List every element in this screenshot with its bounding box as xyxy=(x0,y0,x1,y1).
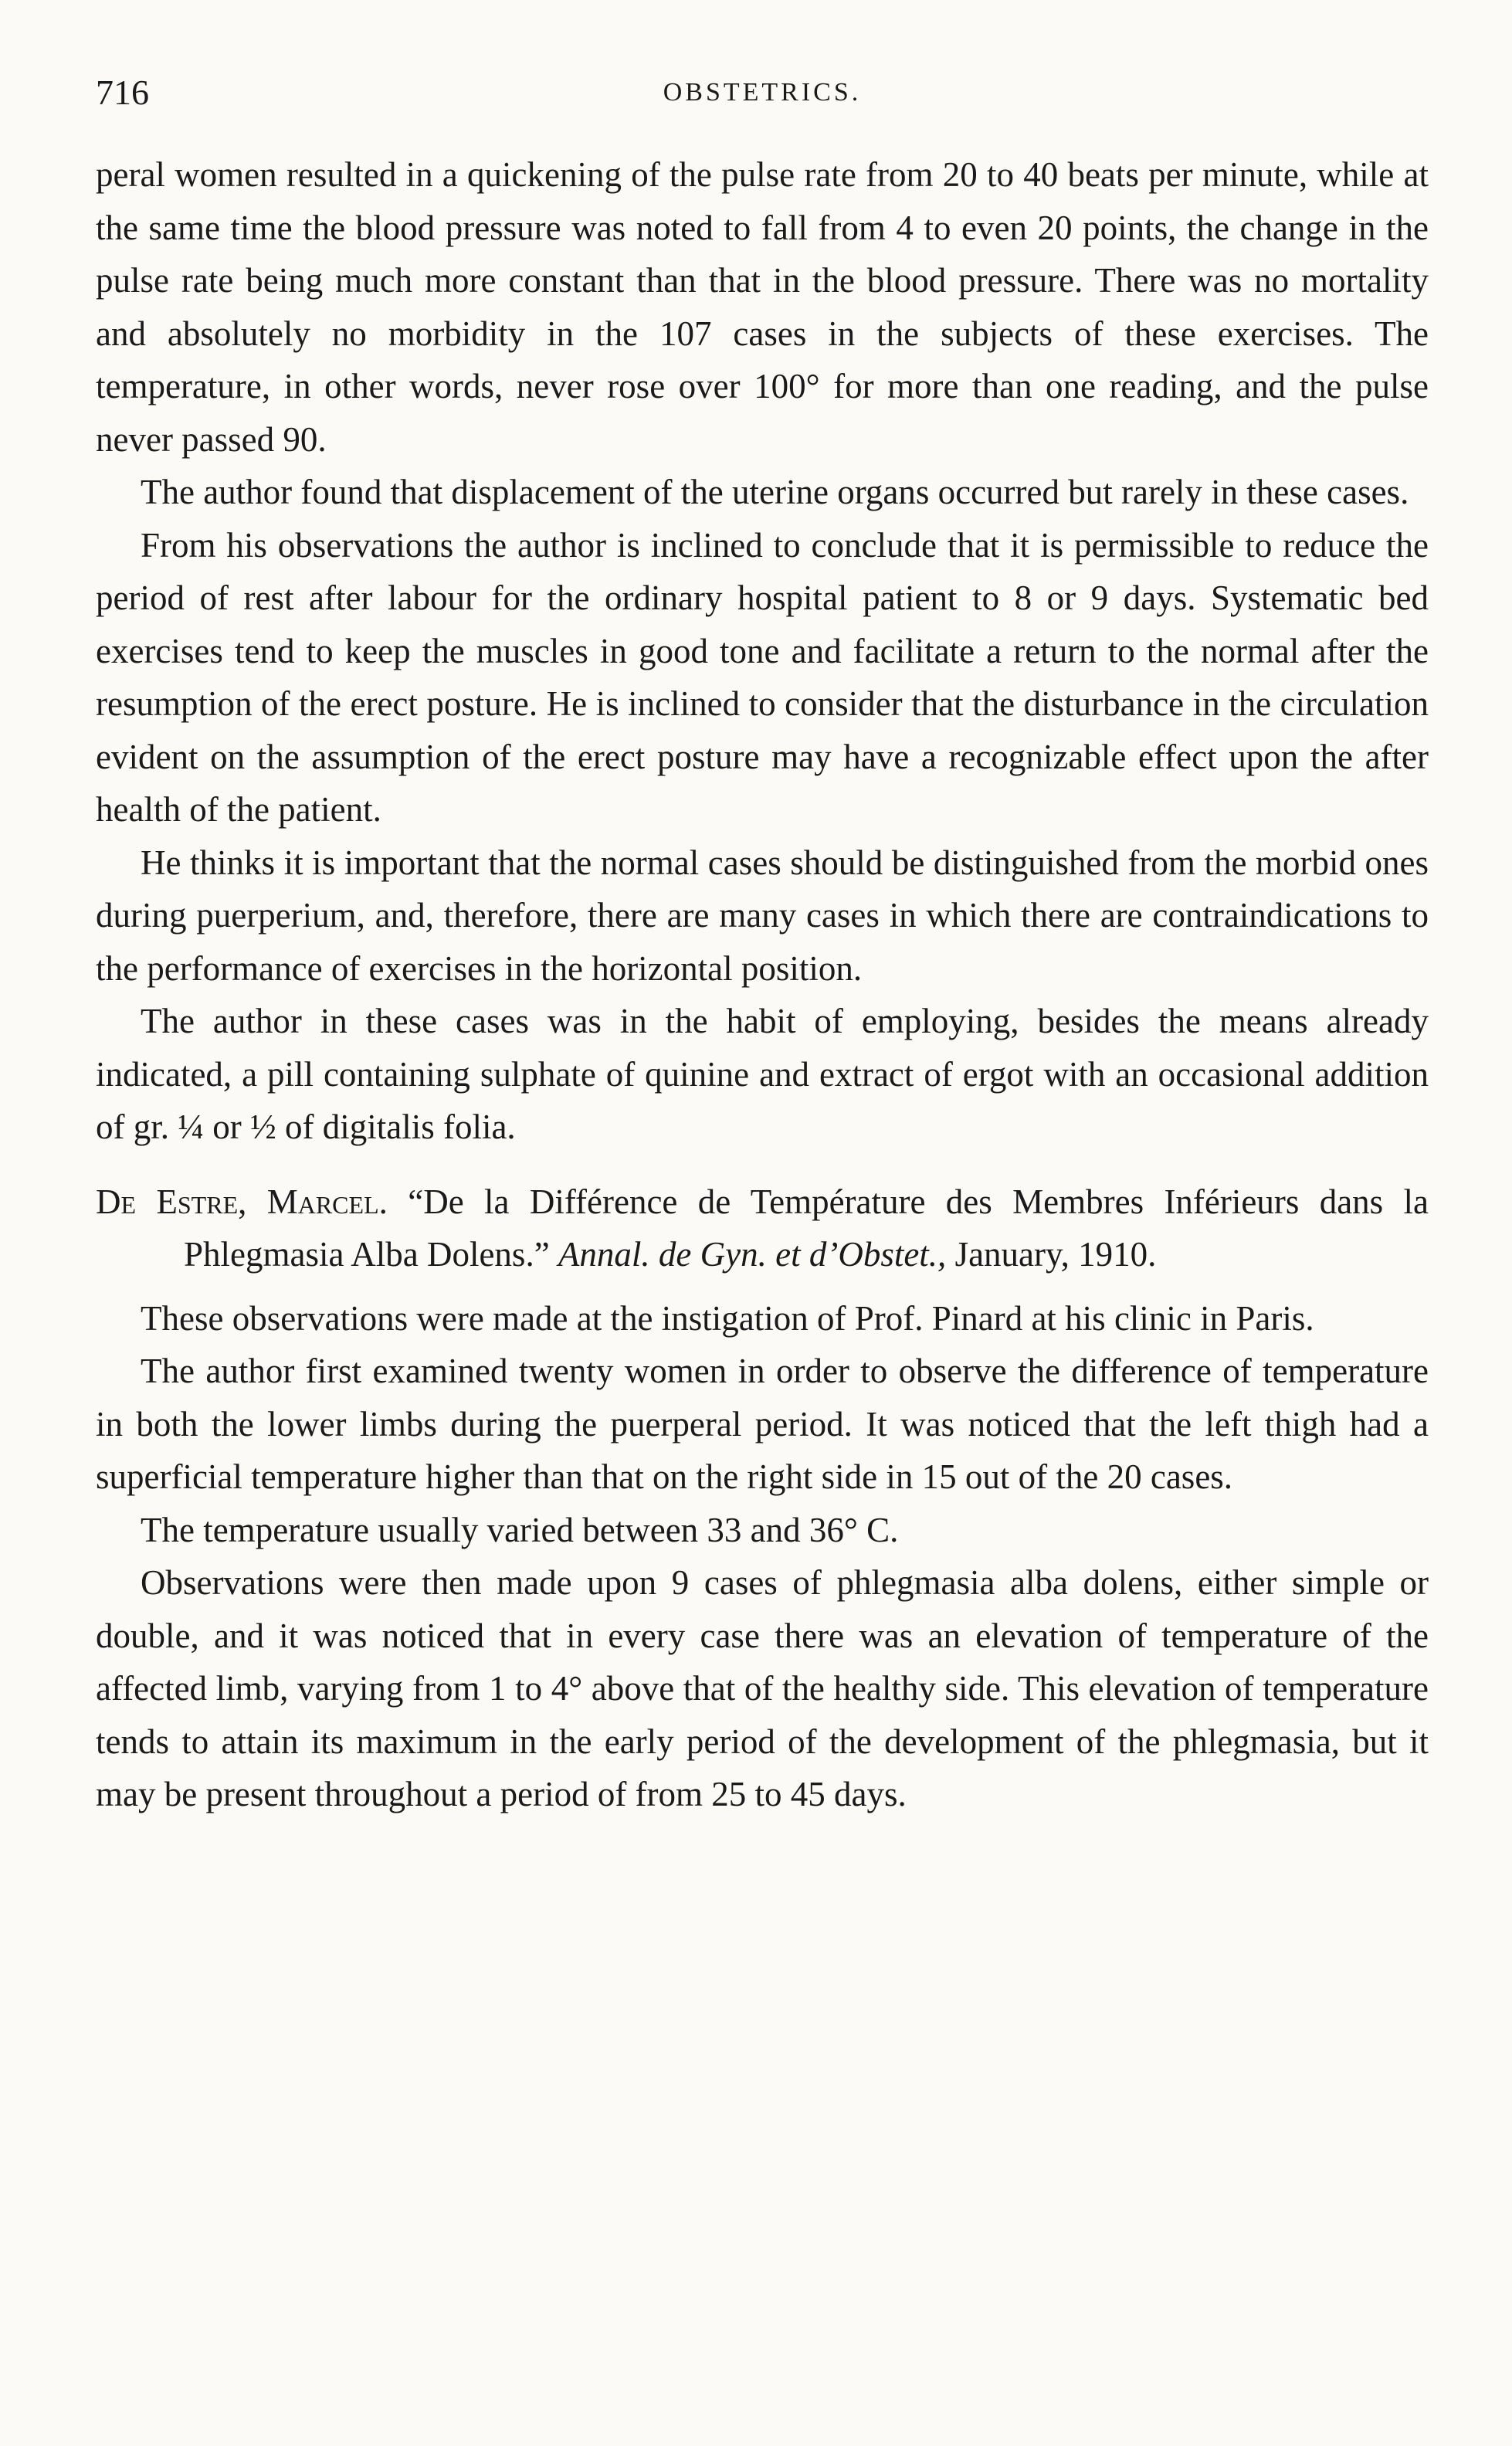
citation xyxy=(96,1176,1429,1281)
citation-title: “De la Différence de Température des Membres Inférieurs dans la Phlegmasia Alba Dolens.” xyxy=(184,1182,1429,1274)
paragraph-conclusion: From his observations the author is inclined to conclude that it is permissible to reduce the period of rest after labour for the ordinary hospital patient to 8 or 9 days. Systematic bed exercises tend to keep the muscles in good tone and facilitate a return to the normal after the resumption of the erect posture. He is inclined to consider that the disturbance in the circulation evident on the assumption of the erect posture may have a recognizable effect upon the after health of the patient. xyxy=(96,525,1429,829)
page-number: 716 xyxy=(96,73,149,112)
paragraph-continuation: peral women resulted in a quickening of the pulse rate from 20 to 40 beats per minute, while at the same time the blood pressure was noted to fall from 4 to even 20 points, the change in the pulse rate being much more constant than that in the blood pressure. There was no mortality and absolutely no morbidity in the 107 cases in the subjects of these exercises. The temperature, in other words, never rose over 100° for more than one reading, and the pulse never passed 90. xyxy=(96,155,1429,459)
paragraph-temperature-range: The temperature usually varied between 33 and 36° C. xyxy=(141,1510,899,1549)
paragraph-displacement: The author found that displacement of the uterine organs occurred but rarely in these cases. xyxy=(141,473,1409,511)
paragraph-phlegmasia-cases: Observations were then made upon 9 cases of phlegmasia alba dolens, either simple or double, and it was noticed that in every case there was an elevation of temperature of the affected limb, varying from 1 to 4° above that of the healthy side. This elevation of temperature tends to attain its maximum in the early period of the development of the phlegmasia, but it may be present throughout a period of from 25 to 45 days. xyxy=(96,1563,1429,1813)
citation-journal: Annal. de Gyn. et d’Obstet., xyxy=(558,1235,947,1274)
running-head xyxy=(96,68,1429,117)
running-title: OBSTETRICS. xyxy=(663,78,862,107)
citation-author: De Estre, Marcel. xyxy=(96,1182,388,1221)
citation-date: January, 1910. xyxy=(954,1235,1157,1274)
paragraph-normal-cases: He thinks it is important that the normal cases should be distinguished from the morbid ones during puerperium, and, therefore, there are many cases in which there are contraindications to the performance of exercises in the horizontal position. xyxy=(96,843,1429,988)
paragraph-twenty-women: The author first examined twenty women in order to observe the difference of temperature in both the lower limbs during the puerperal period. It was noticed that the left thigh had a superficial temperature higher than that on the right side in 15 out of the 20 cases. xyxy=(96,1352,1429,1496)
paragraph-pill: The author in these cases was in the habit of employing, besides the means already indicated, a pill containing sulphate of quinine and extract of ergot with an occasional addition of gr. ¼ or ½ of digitalis folia. xyxy=(96,1002,1429,1146)
paragraph-instigation: These observations were made at the instigation of Prof. Pinard at his clinic in Paris. xyxy=(141,1298,1314,1338)
